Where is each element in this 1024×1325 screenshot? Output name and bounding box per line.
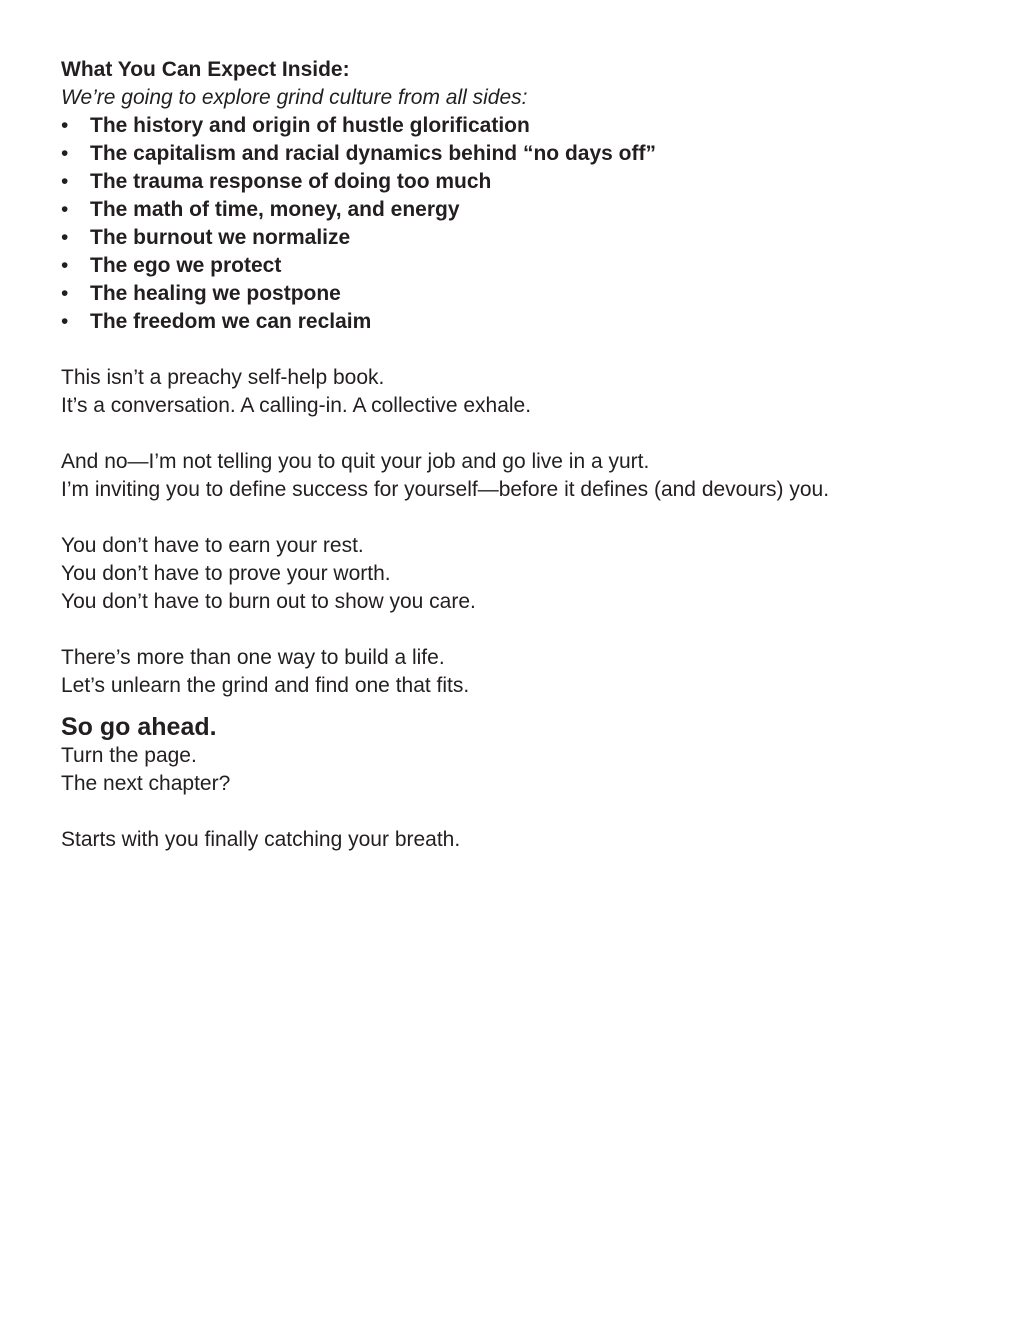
list-item bbox=[61, 140, 1001, 168]
bullet-icon: • bbox=[61, 282, 69, 305]
list-item-text: The history and origin of hustle glorification bbox=[90, 114, 530, 137]
bullet-icon: • bbox=[61, 114, 69, 137]
paragraph-line: I’m inviting you to define success for yourself—before it defines (and devours) you. bbox=[61, 478, 830, 501]
paragraph-spacer bbox=[61, 336, 1001, 364]
paragraph-spacer bbox=[61, 504, 1001, 532]
list-item-text: The math of time, money, and energy bbox=[90, 198, 460, 221]
paragraph-line: You don’t have to burn out to show you care. bbox=[61, 590, 476, 613]
bullet-icon: • bbox=[61, 142, 69, 165]
paragraph-not-self-help bbox=[61, 364, 1001, 420]
list-item-text: The healing we postpone bbox=[90, 282, 341, 305]
paragraph-line: You don’t have to earn your rest. bbox=[61, 534, 364, 557]
document-page bbox=[61, 56, 1001, 854]
list-item bbox=[61, 252, 1001, 280]
list-item bbox=[61, 280, 1001, 308]
paragraph-you-dont-have-to bbox=[61, 532, 1001, 616]
list-item-text: The burnout we normalize bbox=[90, 226, 351, 249]
paragraph-build-a-life bbox=[61, 644, 1001, 700]
paragraph-line: There’s more than one way to build a life. bbox=[61, 646, 445, 669]
bullet-icon: • bbox=[61, 226, 69, 249]
list-item bbox=[61, 196, 1001, 224]
list-item bbox=[61, 224, 1001, 252]
list-item bbox=[61, 112, 1001, 140]
closing-final-line: Starts with you finally catching your breath. bbox=[61, 828, 461, 851]
bullet-icon: • bbox=[61, 198, 69, 221]
paragraph-spacer bbox=[61, 798, 1001, 826]
bullet-icon: • bbox=[61, 254, 69, 277]
list-item bbox=[61, 308, 1001, 336]
topics-bullet-list bbox=[61, 112, 1001, 336]
paragraph-line: And no—I’m not telling you to quit your job and go live in a yurt. bbox=[61, 450, 650, 473]
list-item-text: The trauma response of doing too much bbox=[90, 170, 492, 193]
paragraph-line: It’s a conversation. A calling-in. A collective exhale. bbox=[61, 394, 532, 417]
paragraph-spacer bbox=[61, 420, 1001, 448]
section-heading: What You Can Expect Inside: bbox=[61, 58, 350, 81]
closing-line: Turn the page. bbox=[61, 744, 197, 767]
bullet-icon: • bbox=[61, 310, 69, 333]
bullet-icon: • bbox=[61, 170, 69, 193]
paragraph-line: This isn’t a preachy self-help book. bbox=[61, 366, 385, 389]
paragraph-spacer bbox=[61, 616, 1001, 644]
closing-heading: So go ahead. bbox=[61, 713, 217, 741]
list-item bbox=[61, 168, 1001, 196]
closing-line: The next chapter? bbox=[61, 772, 231, 795]
list-item-text: The freedom we can reclaim bbox=[90, 310, 372, 333]
section-intro: We’re going to explore grind culture from all sides: bbox=[61, 86, 528, 109]
paragraph-line: Let’s unlearn the grind and find one that fits. bbox=[61, 674, 470, 697]
list-item-text: The capitalism and racial dynamics behind “no days off” bbox=[90, 142, 656, 165]
paragraph-line: You don’t have to prove your worth. bbox=[61, 562, 391, 585]
list-item-text: The ego we protect bbox=[90, 254, 282, 277]
paragraph-define-success bbox=[61, 448, 1001, 504]
